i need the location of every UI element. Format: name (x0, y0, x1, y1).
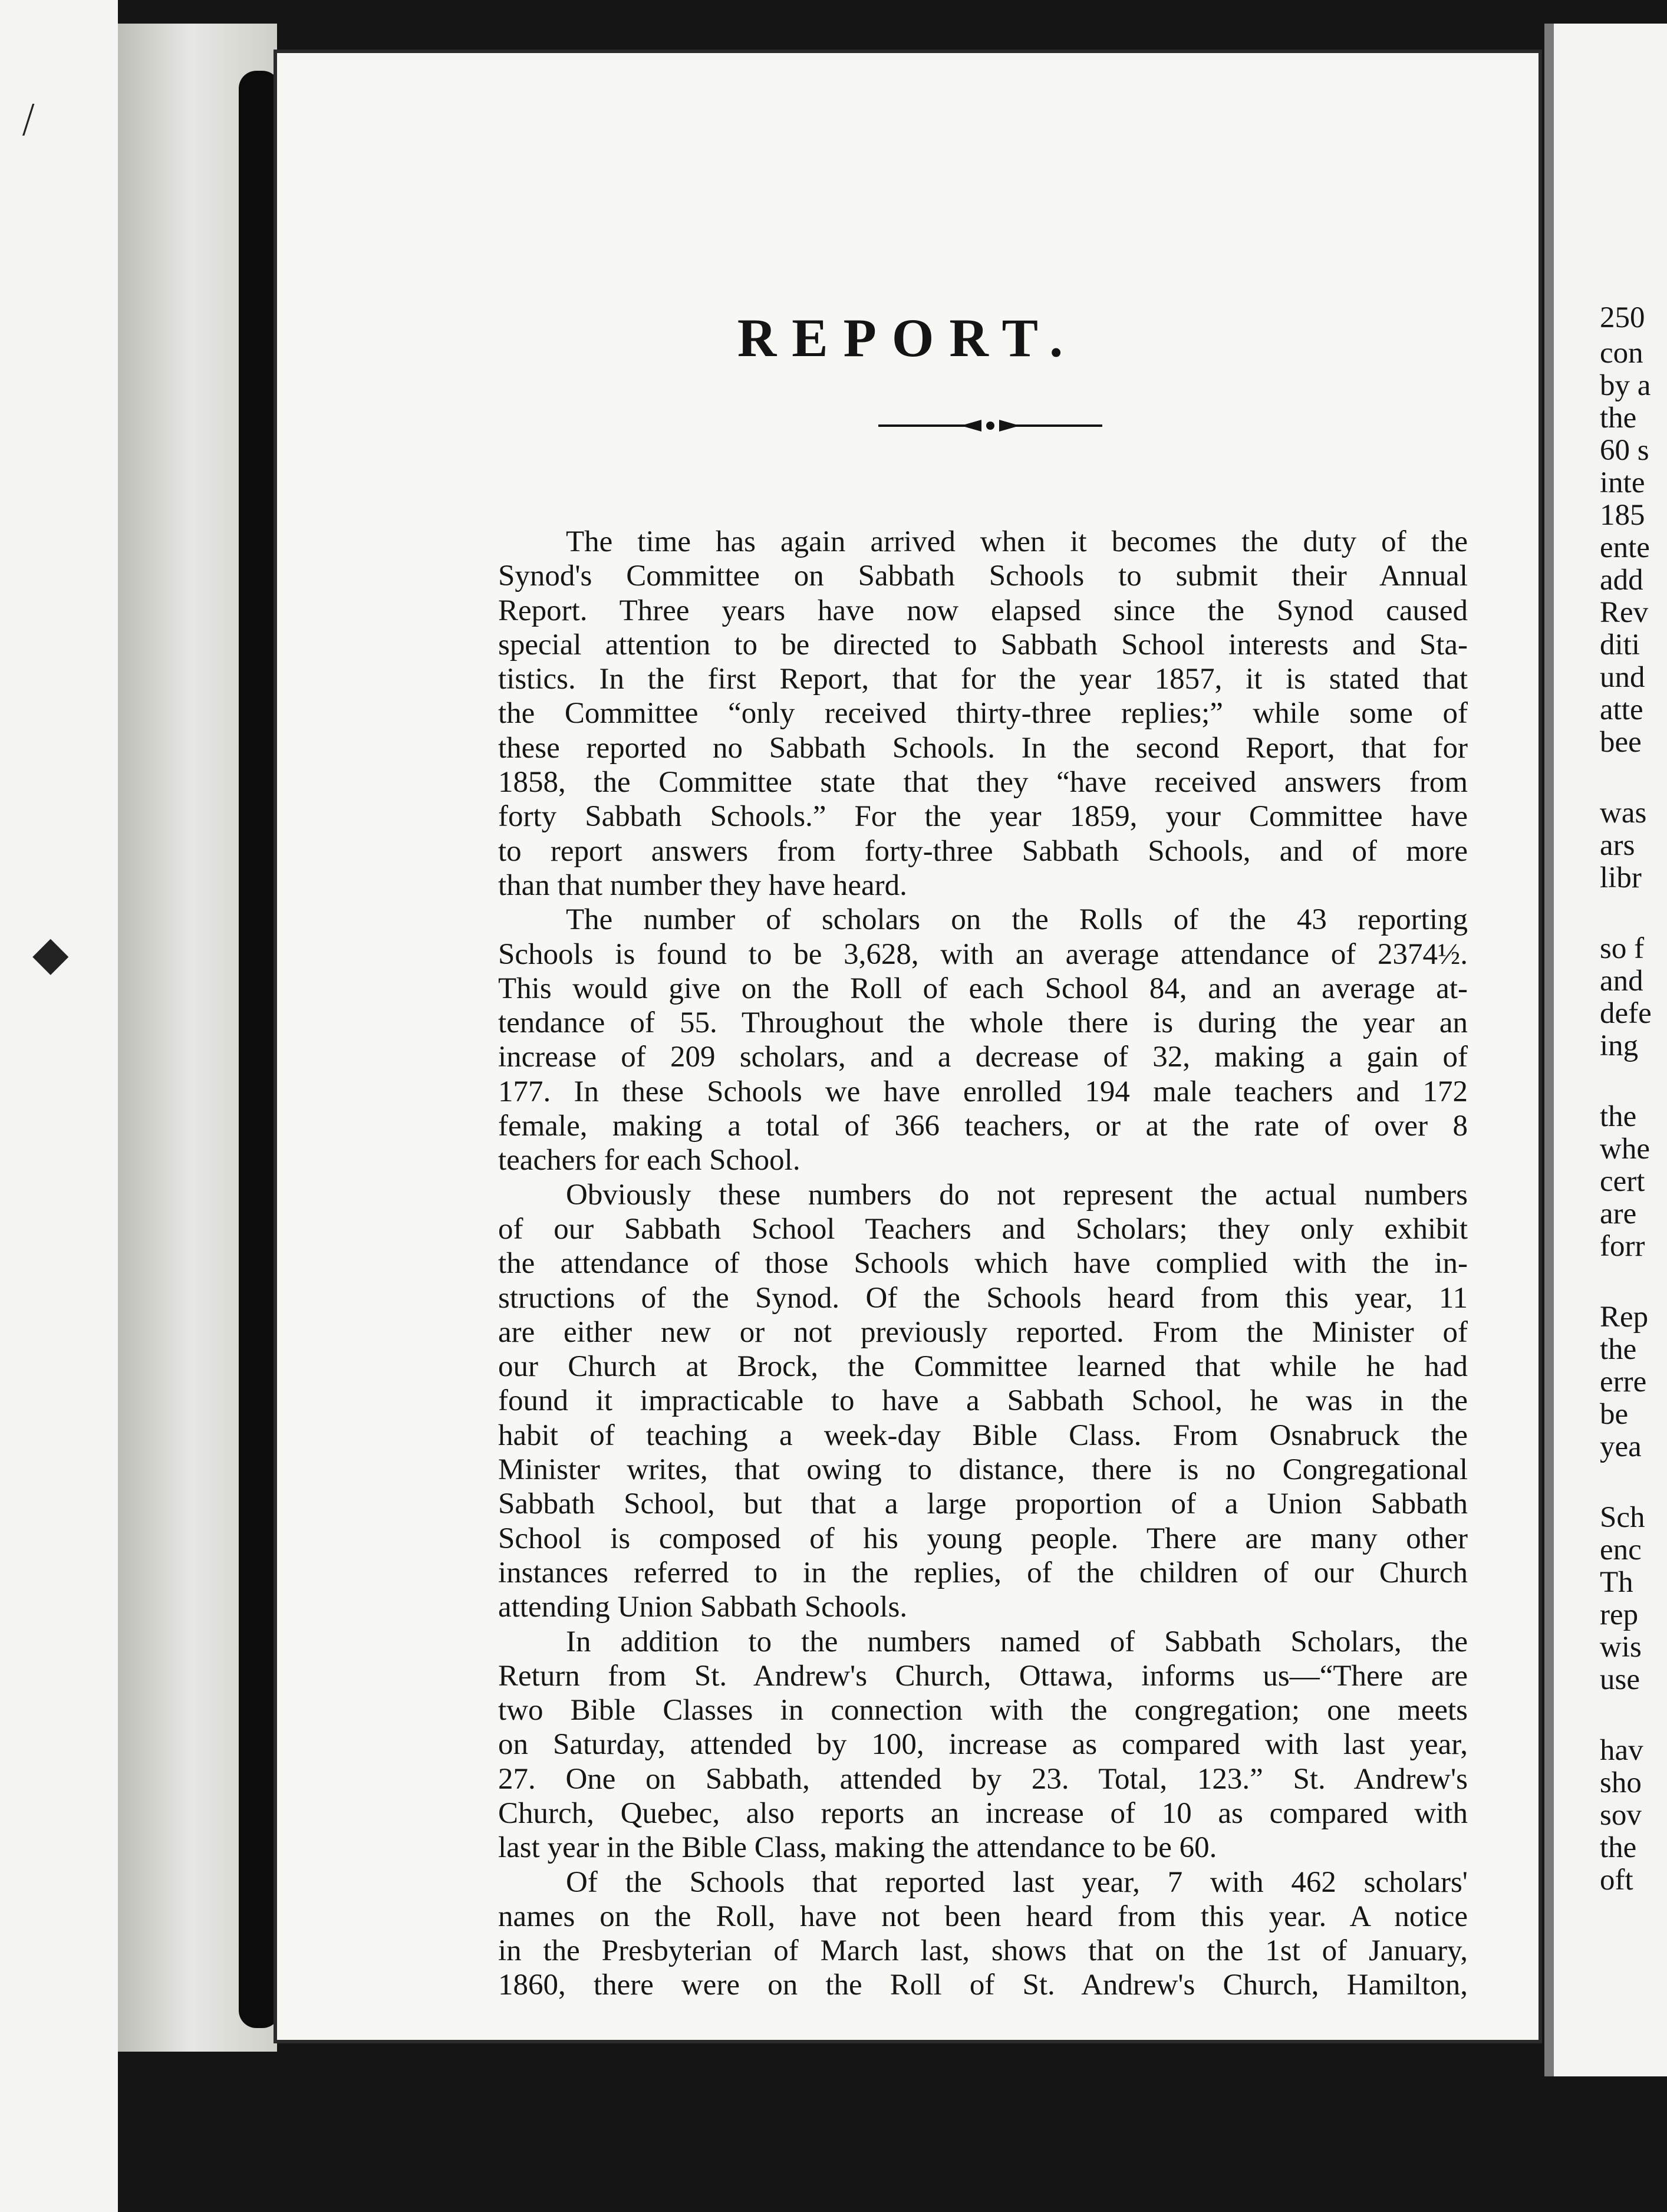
facing-page-fragment: whe (1600, 1133, 1650, 1166)
text-line: In addition to the numbers named of Sabbath Scholars, the (566, 1625, 1468, 1658)
facing-page-fragment: 185 (1600, 499, 1645, 532)
facing-page-fragment: con (1600, 337, 1643, 370)
facing-page-fragment: use (1600, 1663, 1640, 1696)
facing-page-fragment: rep (1600, 1598, 1639, 1631)
text-line: in the Presbyterian of March last, shows that on the 1st of January, (498, 1934, 1468, 1968)
text-line: are either new or not previously reported. From the Minister of (498, 1315, 1468, 1349)
scan-background (0, 2076, 1667, 2212)
facing-page-fragment: libr (1600, 861, 1642, 894)
text-line: 27. One on Sabbath, attended by 23. Total, 123.” St. Andrew's (498, 1762, 1468, 1796)
facing-page-fragment: enc (1600, 1533, 1642, 1566)
text-line: the attendance of those Schools which have complied with the in- (498, 1247, 1468, 1281)
facing-page-fragment: forr (1600, 1230, 1645, 1263)
facing-page-fragment: Th (1600, 1566, 1633, 1599)
facing-page-fragment: oft (1600, 1864, 1633, 1897)
facing-page-fragment: diti (1600, 628, 1640, 661)
text-line: The number of scholars on the Rolls of the 43 reporting (566, 903, 1468, 937)
text-line: 177. In these Schools we have enrolled 194 male teachers and 172 (498, 1075, 1468, 1108)
facing-page-fragment: sov (1600, 1799, 1642, 1832)
text-line: names on the Roll, have not been heard from this year. A notice (498, 1900, 1468, 1933)
text-line: tendance of 55. Throughout the whole there is during the year an (498, 1006, 1468, 1040)
text-line: to report answers from forty-three Sabbath Schools, and of more (498, 834, 1468, 868)
text-line: female, making a total of 366 teachers, or at the rate of over 8 (498, 1110, 1468, 1143)
facing-page-fragment: the (1600, 401, 1637, 434)
text-line: found it impracticable to have a Sabbath School, he was in the (498, 1384, 1468, 1418)
page-title: REPORT. (737, 308, 1079, 368)
text-line: structions of the Synod. Of the Schools heard from this year, 11 (498, 1281, 1468, 1315)
text-line: Obviously these numbers do not represent the actual numbers (566, 1178, 1468, 1212)
text-line: Sabbath School, but that a large proportion of a Union Sabbath (498, 1487, 1468, 1521)
facing-page-fragment: be (1600, 1398, 1629, 1431)
page-gutter (1544, 24, 1554, 2081)
facing-page-fragment: erre (1600, 1365, 1647, 1398)
text-line: two Bible Classes in connection with the congregation; one meets (498, 1694, 1468, 1727)
document-page (277, 53, 1538, 2040)
text-line: Schools is found to be 3,628, with an average attendance of 2374½. (498, 937, 1468, 971)
facing-page-fragment: and (1600, 965, 1643, 998)
facing-page-fragment: inte (1600, 466, 1645, 499)
text-line: the Committee “only received thirty-three replies;” while some of (498, 697, 1468, 730)
facing-page-fragment: 250 (1600, 301, 1645, 334)
facing-page-fragment: wis (1600, 1631, 1642, 1664)
facing-page-fragment: yea (1600, 1430, 1642, 1463)
text-line: 1860, there were on the Roll of St. Andrew's Church, Hamilton, (498, 1969, 1468, 2002)
text-line: School is composed of his young people. There are many other (498, 1522, 1468, 1555)
text-line: tistics. In the first Report, that for the year 1857, it is stated that (498, 663, 1468, 696)
facing-page-fragment: hav (1600, 1734, 1643, 1767)
facing-page-fragment: the (1600, 1831, 1637, 1864)
facing-page-fragment: Sch (1600, 1501, 1645, 1534)
facing-page-fragment: the (1600, 1100, 1637, 1133)
text-line: The time has again arrived when it becomes the duty of the (566, 525, 1468, 558)
facing-page-fragment: add (1600, 564, 1643, 597)
facing-page-fragment: ente (1600, 531, 1650, 564)
ink-mark: ⧸ (22, 101, 35, 140)
title-ornament (878, 414, 1102, 437)
left-margin-bottom (0, 2076, 118, 2212)
facing-page-fragment: bee (1600, 726, 1642, 759)
text-line: Return from St. Andrew's Church, Ottawa, informs us—“There are (498, 1659, 1468, 1693)
text-line: Synod's Committee on Sabbath Schools to submit their Annual (498, 559, 1468, 593)
binding-edge (239, 71, 280, 2028)
facing-page-fragment: ing (1600, 1029, 1639, 1062)
text-line: these reported no Sabbath Schools. In the second Report, that for (498, 731, 1468, 765)
facing-page-fragment: sho (1600, 1766, 1642, 1799)
ink-blot: ◆ (32, 928, 69, 980)
text-line: Church, Quebec, also reports an increase of 10 as compared with (498, 1796, 1468, 1830)
text-line: attending Union Sabbath Schools. (498, 1591, 908, 1624)
text-line: increase of 209 scholars, and a decrease of 32, making a gain of (498, 1041, 1468, 1074)
text-line: teachers for each School. (498, 1144, 800, 1177)
facing-page-edge (1544, 24, 1667, 2081)
facing-page-fragment: Rev (1600, 596, 1649, 629)
text-line: on Saturday, attended by 100, increase as compared with last year, (498, 1728, 1468, 1762)
text-line: Report. Three years have now elapsed since the Synod caused (498, 594, 1468, 627)
facing-page-fragment: 60 s (1600, 434, 1649, 467)
left-margin (0, 0, 118, 2212)
text-line: instances referred to in the replies, of the children of our Church (498, 1556, 1468, 1589)
facing-page-fragment: was (1600, 796, 1647, 830)
text-line: This would give on the Roll of each School 84, and an average at- (498, 972, 1468, 1005)
text-line: than that number they have heard. (498, 868, 907, 902)
facing-page-fragment: so f (1600, 932, 1645, 965)
facing-page-fragment: are (1600, 1197, 1637, 1230)
facing-page-fragment: atte (1600, 693, 1643, 726)
text-line: forty Sabbath Schools.” For the year 1859, your Committee have (498, 800, 1468, 834)
facing-page-fragment: und (1600, 661, 1645, 694)
report-body (498, 525, 1468, 2003)
facing-page-fragment: the (1600, 1333, 1637, 1366)
facing-page-fragment: ars (1600, 829, 1635, 862)
text-line: last year in the Bible Class, making the attendance to be 60. (498, 1831, 1217, 1865)
facing-page-fragment: Rep (1600, 1301, 1649, 1334)
text-line: Minister writes, that owing to distance, there is no Congregational (498, 1453, 1468, 1487)
text-line: our Church at Brock, the Committee learned that while he had (498, 1350, 1468, 1384)
facing-page-fragment: defe (1600, 997, 1652, 1030)
text-line: habit of teaching a week-day Bible Class. From Osnabruck the (498, 1418, 1468, 1452)
facing-page-fragment: cert (1600, 1165, 1645, 1198)
text-line: special attention to be directed to Sabbath School interests and Sta- (498, 628, 1468, 661)
text-line: 1858, the Committee state that they “have received answers from (498, 766, 1468, 799)
facing-page-fragment: by a (1600, 369, 1651, 402)
text-line: Of the Schools that reported last year, 7 with 462 scholars' (566, 1865, 1468, 1899)
text-line: of our Sabbath School Teachers and Scholars; they only exhibit (498, 1212, 1468, 1246)
